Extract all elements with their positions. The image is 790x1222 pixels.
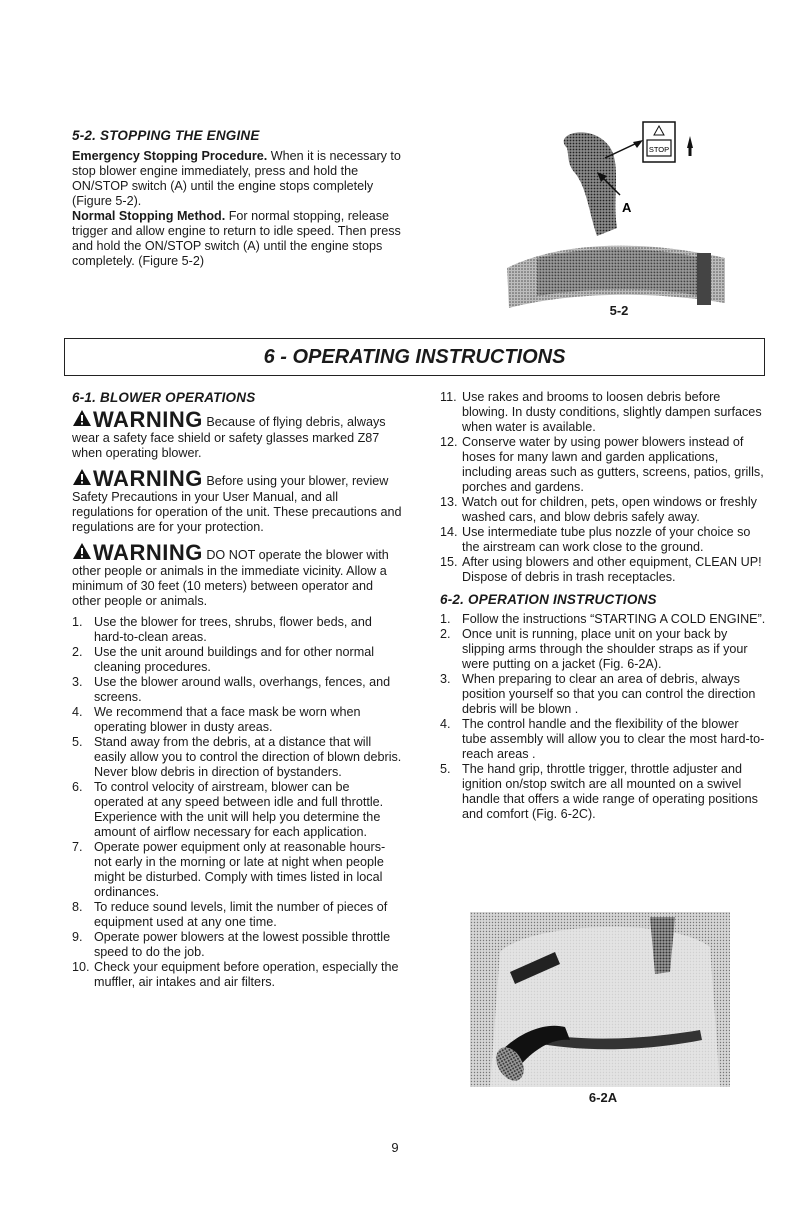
normal-text: For normal stopping, release trigger and allow engine to return to idle speed. Then press and hold the ON/STOP switch (A) until the engine stops completely. (Figure 5-2) [72, 209, 401, 268]
stopping-section [72, 128, 402, 269]
operation-title: 6-2. OPERATION INSTRUCTIONS [440, 592, 657, 607]
figure-6-2a-caption: 6-2A [588, 1090, 618, 1105]
normal-paragraph [72, 209, 402, 269]
emergency-label: Emergency Stopping Procedure. [72, 149, 268, 163]
list-item: 14. Use intermediate tube plus nozzle of your choice so the airstream can work close to the ground. [440, 525, 751, 554]
list-item: 2. Use the unit around buildings and for other normal cleaning procedures. [72, 645, 375, 674]
warning-3 [72, 542, 402, 609]
list-item: 6. To control velocity of airstream, blower can be operated at any speed between idle and full throttle. Experience with the unit will help you determine the amount of airflow necessary for each application. [72, 780, 384, 839]
list-item: 13. Watch out for children, pets, open windows or freshly washed cars, and blow debris safely away. [440, 495, 757, 524]
list-item: 5. Stand away from the debris, at a distance that will easily allow you to control the direction of blown debris. Never blow debris in direction of bystanders. [72, 735, 402, 779]
blower-operations-title: 6-1. BLOWER OPERATIONS [72, 390, 256, 405]
list-item: 8. To reduce sound levels, limit the number of pieces of equipment used at any one time. [72, 900, 388, 929]
list-item: 7. Operate power equipment only at reasonable hours-not early in the morning or late at night when people might be disturbed. Comply with times listed in local ordinances. [72, 840, 386, 899]
figure-5-2 [497, 118, 737, 328]
warning-triangle-icon [72, 409, 92, 431]
warning-word: WARNING [93, 540, 203, 565]
warning-1-lead: Because of flying debris, [206, 415, 344, 429]
emergency-paragraph [72, 149, 402, 209]
warning-2 [72, 468, 402, 535]
banner-title: 6 - OPERATING INSTRUCTIONS [263, 346, 566, 368]
warning-1-text: always wear a safety face shield or safety glasses marked Z87 when operating blower. [72, 415, 386, 460]
blower-ops-list-continued [440, 390, 766, 585]
warning-triangle-icon [72, 468, 92, 490]
emergency-text: When it is necessary to stop blower engine immediately, press and hold the ON/STOP switch (A) until the engine stops completely (Figure 5-2). [72, 149, 401, 208]
warning-3-lead: DO NOT operate the [206, 548, 323, 562]
blower-ops-list [72, 615, 402, 990]
warning-2-lead: Before using your blower, [206, 474, 349, 488]
list-item: 5. The hand grip, throttle trigger, throttle adjuster and ignition on/stop switch are all mounted on a swivel handle that offers a wide range of operating positions and comfort (Fig. 6-2C). [440, 762, 758, 821]
shirt-shape [490, 927, 720, 1087]
label-a: A [622, 200, 632, 215]
blower-handle-illustration [497, 118, 737, 313]
list-item: 3. When preparing to clear an area of debris, always position yourself so that you can control the direction debris will be blown . [440, 672, 756, 716]
warning-2-text: review Safety Precautions in your User Manual, and all regulations for operation of the unit. These precautions and regulations are for your protection. [72, 474, 402, 534]
list-item: 1. Follow the instructions “STARTING A COLD ENGINE”. [440, 612, 766, 626]
stop-switch-label: STOP [648, 145, 670, 154]
warning-1 [72, 409, 402, 461]
warning-triangle-icon [72, 542, 92, 564]
stopping-title: 5-2. STOPPING THE ENGINE [72, 128, 260, 143]
list-item: 4. The control handle and the flexibility of the blower tube assembly will allow you to clear the most hard-to-reach areas . [440, 717, 765, 761]
figure-5-2-caption: 5-2 [609, 303, 629, 318]
right-column [440, 390, 766, 822]
blower-operations-section [72, 390, 402, 990]
list-item: 3. Use the blower around walls, overhangs, fences, and screens. [72, 675, 391, 704]
warning-word: WARNING [93, 466, 203, 491]
list-item: 1. Use the blower for trees, shrubs, flower beds, and hard-to-clean areas. [72, 615, 372, 644]
list-item: 15. After using blowers and other equipment, CLEAN UP! Dispose of debris in trash receptacles. [440, 555, 762, 584]
list-item: 4. We recommend that a face mask be worn when operating blower in dusty areas. [72, 705, 361, 734]
section-banner [64, 338, 765, 376]
figure-6-2a [470, 912, 730, 1117]
page-number: 9 [391, 1140, 399, 1155]
warning-3-text: blower with other people or animals in the immediate vicinity. Allow a minimum of 30 feet (10 meters) between operator and other people or animals. [72, 548, 389, 608]
operator-backpack-illustration [470, 912, 730, 1087]
list-item: 9. Operate power blowers at the lowest possible throttle speed to do the job. [72, 930, 391, 959]
warning-word: WARNING [93, 407, 203, 432]
list-item: 2. Once unit is running, place unit on your back by slipping arms through the shoulder straps as if your were putting on a jacket (Fig. 6-2A). [440, 627, 748, 671]
list-item: 12. Conserve water by using power blowers instead of hoses for many lawn and garden applications, including areas such as gutters, screens, patios, grills, porches and gardens. [440, 435, 764, 494]
normal-label: Normal Stopping Method. [72, 209, 226, 223]
list-item: 11. Use rakes and brooms to loosen debris before blowing. In dusty conditions, slightly dampen surfaces when water is available. [440, 390, 762, 434]
tube-clamp [697, 253, 711, 305]
operation-list [440, 612, 766, 822]
list-item: 10. Check your equipment before operation, especially the muffler, air intakes and air filters. [72, 960, 399, 989]
